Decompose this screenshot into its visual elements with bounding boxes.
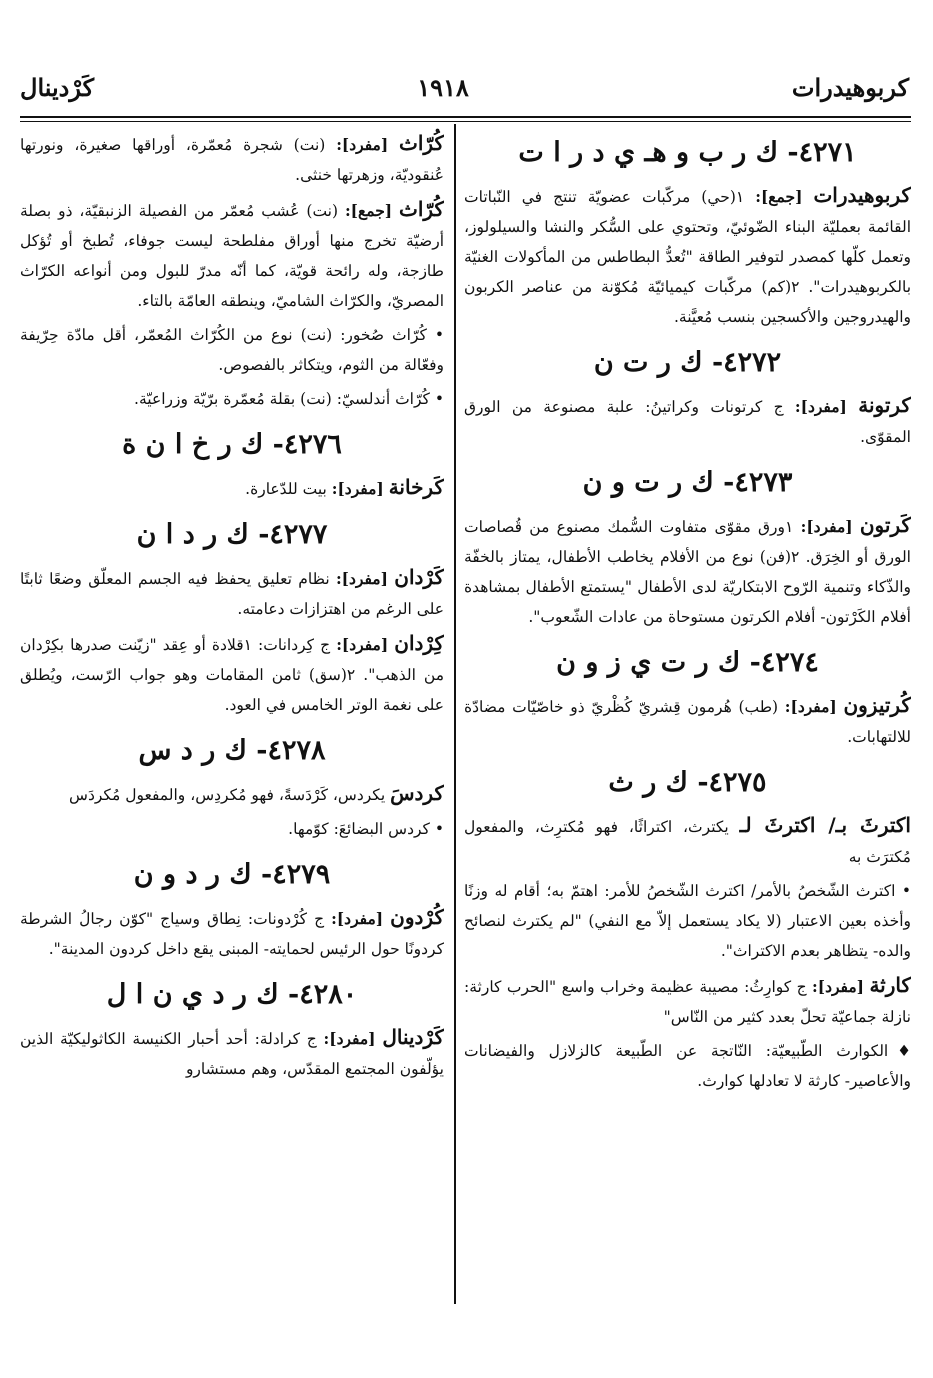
header-rule-thin bbox=[20, 121, 911, 122]
entry-grammar-tag: [مفرد]: bbox=[336, 135, 389, 154]
entry-grammar-tag: [مفرد]: bbox=[784, 697, 837, 716]
entry-grammar-tag: [مفرد]: bbox=[323, 1029, 376, 1048]
entry-headword: كردسَ bbox=[390, 781, 444, 805]
entry-grammar-tag: [مفرد]: bbox=[335, 569, 388, 588]
root-heading: ٤٢٧٦- ك ر خ ا ن ة bbox=[122, 429, 342, 460]
root-heading: ٤٢٧١- ك ر ب و هـ ي د ر ا ت bbox=[518, 137, 857, 168]
root-heading: ٤٢٧٨- ك ر د س bbox=[138, 735, 326, 766]
entry-headword: كَرْدان bbox=[394, 565, 444, 589]
entry-definition: ج كِردانات: ١قلادة أو عِقد "زيّنت صدرها بكِرْدان من الذهب". ٢(سق) ثامن المقامات وهو جواب الرّست، ويُطلق على نغمة الوتر الخامس في العود. bbox=[20, 636, 444, 714]
entry-headword: اكترثَ بـ/ اكترثَ لـ bbox=[739, 813, 911, 837]
entry-grammar-tag: [جمع]: bbox=[344, 201, 393, 220]
entry-definition: ١(حي) مركّبات عضويّة تنتج في النّباتات القائمة بعمليّة البناء الضّوئيّ، وتحتوي على السُّكر والنشا والسيلولوز، وتعمل كلّها كمصدر لتوفير الطاقة "تُعدُّ البطاطس من المأكولات الغنيّة بالكربوهيدرات". ٢(كم) مركّبات كيميائيّة مُكوّنة من عناصر الكربون والهيدروجين والأكسجين بنسب مُعيَّنة. bbox=[464, 188, 911, 326]
page-header bbox=[20, 64, 909, 110]
root-heading: ٤٢٧٣- ك ر ت و ن bbox=[582, 467, 793, 498]
entry-headword: كُرّاث bbox=[399, 131, 444, 155]
entry-definition: (طب) هُرمون قِشريّ كُظْريّ ذو خاصّيّات مضادّة للالتهابات. bbox=[464, 698, 911, 746]
entry-definition: (نت) عُشب مُعمّر من الفصيلة الزنبقيّة، ذو بصلة أرضيّة تخرج منها أوراق مفلطحة ليست جوفاء، تُطبخ أو تُؤكل طازجة، وله رائحة قويّة، كما أنّه مدرّ للبول ومن أنواعه الكرّاث المصريّ، والكرّاث الشاميّ، وينطقه العامّة بالتاء. bbox=[20, 202, 444, 310]
dictionary-entry bbox=[464, 180, 911, 332]
entry-headword: كُرّاث bbox=[399, 197, 444, 221]
entry-grammar-tag: [مفرد]: bbox=[336, 635, 389, 654]
entry-definition: ج كرادلة: أحد أحبار الكنيسة الكاثوليكيّة الذين يؤلّفون المجتمع المقدّس، وهم مستشارو bbox=[20, 1030, 444, 1078]
entry-definition: يكترث، اكتراثًا، فهو مُكترِث، والمفعول مُكترَث به bbox=[464, 818, 911, 866]
entry-grammar-tag: [مفرد]: bbox=[331, 909, 384, 928]
dictionary-entry bbox=[464, 970, 911, 1032]
dictionary-entry bbox=[20, 128, 444, 190]
dictionary-entry bbox=[20, 1022, 444, 1084]
header-first-word: كربوهيدرات bbox=[791, 72, 909, 102]
dictionary-entry bbox=[20, 562, 444, 624]
header-last-word: كَرْدينال bbox=[20, 72, 95, 102]
root-heading: ٤٢٧٧- ك ر د ا ن bbox=[136, 519, 328, 550]
entry-headword: كَرْدينال bbox=[382, 1025, 444, 1049]
entry-definition: ج كُرْدونات: نِطاق وسياج "كوّن رجالُ الشرطة كردونًا حول الرئيس لحمايته- المبنى يقع داخل كردون المدينة". bbox=[20, 910, 444, 958]
entry-headword: كَرخانة bbox=[388, 475, 444, 499]
sub-entry: • كُرّاث صُخور: (نت) نوع من الكُرّاث المُعمّر، أقل مادّة حِرّيفة وفعّالة من الثوم، ويتكاثر بالفصوص. bbox=[20, 326, 444, 374]
entry-definition: نظام تعليق يحفظ فيه الجسم المعلّق وضعًا ثابتًا على الرغم من اهتزازات دعامته. bbox=[20, 570, 444, 618]
sub-entry: ♦الكوارث الطّبيعيّة: النّاتجة عن الطّبيعة كالزلازل والفيضانات والأعاصير- كارثة لا تعادلها كوارث. bbox=[464, 1042, 911, 1090]
dictionary-entry bbox=[464, 810, 911, 872]
root-heading: ٤٢٧٥- ك ر ث bbox=[608, 767, 767, 798]
entry-headword: كُرتيزون bbox=[843, 693, 911, 717]
entry-grammar-tag: [مفرد]: bbox=[812, 977, 865, 996]
root-heading: ٤٢٧٢- ك ر ت ن bbox=[593, 347, 782, 378]
header-rule bbox=[20, 116, 911, 118]
entry-definition: ج كوارِثُ: مصيبة عظيمة وخراب واسع "الحرب كارثة: نازلة جماعيّة تحلّ بعدد كثير من النّاس" bbox=[464, 978, 911, 1026]
entry-headword: كِرْدان bbox=[394, 631, 444, 655]
left-column bbox=[20, 128, 444, 1318]
dictionary-entry bbox=[20, 628, 444, 720]
entry-headword: كُرْدون bbox=[390, 905, 444, 929]
dictionary-entry bbox=[20, 472, 444, 504]
page-number: ١٩١٨ bbox=[417, 72, 469, 102]
dictionary-entry bbox=[20, 194, 444, 316]
dictionary-entry bbox=[464, 390, 911, 452]
entry-definition: يكردس، كَرْدَسةً، فهو مُكردِس، والمفعول مُكردَس bbox=[69, 786, 386, 804]
root-heading: ٤٢٨٠- ك ر د ي ن ا ل bbox=[106, 979, 358, 1010]
root-heading: ٤٢٧٩- ك ر د و ن bbox=[133, 859, 331, 890]
dictionary-entry bbox=[20, 778, 444, 810]
entry-definition: ج كرتونات وكراتينُ: علبة مصنوعة من الورق المقوّى. bbox=[464, 398, 911, 446]
right-column bbox=[464, 128, 911, 1318]
column-divider bbox=[454, 124, 456, 1304]
entry-grammar-tag: [مفرد]: bbox=[800, 517, 853, 536]
entry-headword: كارثة bbox=[869, 973, 911, 997]
entry-definition: ١ورق مقوّى متفاوت السُّمك مصنوع من قُصاصات الورق أو الخِرَق. ٢(فن) نوع من الأفلام يخاطب الأطفال، يمتاز بالخفّة والذّكاء وتنمية الرّوح الابتكاريّة لدى الأطفال "يستمتع الأطفال بمشاهدة أفلام الكَرْتون- أفلام الكرتون مستوحاة من عادات الشّعوب". bbox=[464, 518, 911, 626]
entry-headword: كربوهيدرات bbox=[813, 183, 911, 207]
entry-grammar-tag: [جمع]: bbox=[755, 187, 803, 206]
dictionary-entry bbox=[464, 510, 911, 632]
root-heading: ٤٢٧٤- ك ر ت ي ز و ن bbox=[556, 647, 819, 678]
entry-grammar-tag: [مفرد]: bbox=[794, 397, 847, 416]
sub-entry: • اكترث الشّخصُ بالأمر/ اكترث الشّخصُ للأمر: اهتمّ به؛ أقام له وزنًا وأخذه بعين الاعتبار (لا يكاد يستعمل إلاّ مع النفي) "لم يكترث لنصائح والده- يتظاهر بعدم الاكتراث". bbox=[464, 882, 911, 960]
entry-definition: بيت للدّعارة. bbox=[245, 480, 327, 498]
entry-grammar-tag: [مفرد]: bbox=[331, 479, 384, 498]
dictionary-entry bbox=[20, 902, 444, 964]
dictionary-entry bbox=[464, 690, 911, 752]
sub-entry: • كردس البضائعَ: كوّمها. bbox=[288, 820, 444, 838]
sub-entry: • كُرّاث أندلسيّ: (نت) بقلة مُعمّرة برّيّة وزراعيّة. bbox=[134, 390, 444, 408]
entry-definition: (نت) شجرة مُعمّرة، أوراقها صغيرة، ونورتها عُنقوديّة، وزهرتها خنثى. bbox=[20, 136, 444, 184]
entry-headword: كَرتون bbox=[859, 513, 911, 537]
entry-headword: كرتونة bbox=[858, 393, 911, 417]
